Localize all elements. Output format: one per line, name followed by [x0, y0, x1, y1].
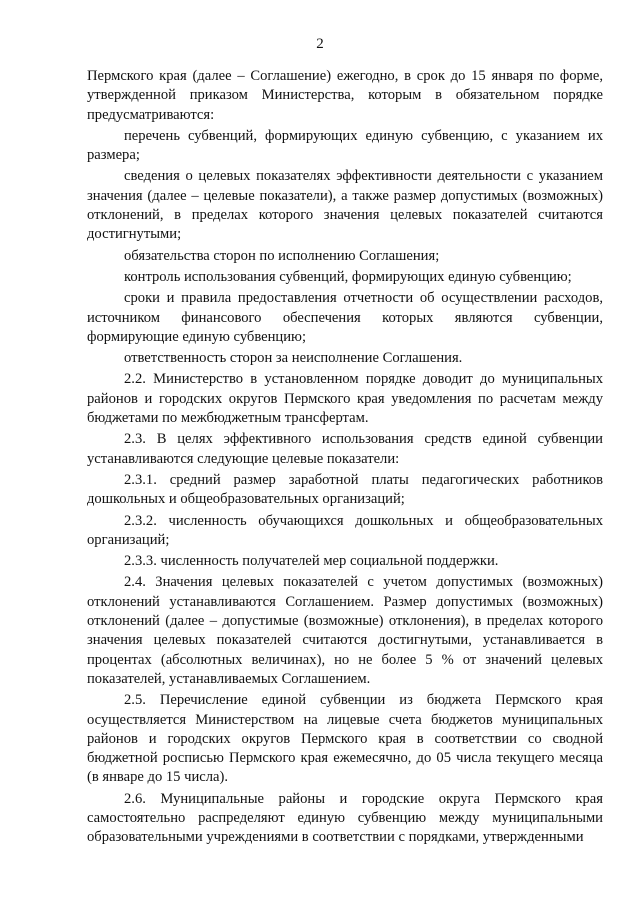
clause-2-2: 2.2. Министерство в установленном порядке доводит до муниципальных районов и городских округов Пермского края уведомления по расчетам между бюджетами по межбюджетным трансфертам. [87, 371, 603, 427]
document-body [87, 67, 603, 850]
paragraph-list-item: сроки и правила предоставления отчетности об осуществлении расходов, источником финансового обеспечения которых являются субвенции, формирующие единую субвенцию; [87, 290, 603, 345]
paragraph-list-item: ответственность сторон за неисполнение Соглашения. [124, 350, 463, 367]
clause-2-3-3: 2.3.3. численность получателей мер социальной поддержки. [124, 553, 499, 570]
paragraph-list-item: перечень субвенций, формирующих единую субвенцию, с указанием их размера; [87, 127, 603, 164]
paragraph-list-item: сведения о целевых показателях эффективности деятельности с указанием значения (далее – целевые показатели), а также размер допустимых (возможных) отклонений, в пределах которого значения целевых показателей считаются достигнутыми; [87, 168, 603, 243]
clause-2-3: 2.3. В целях эффективного использования средств единой субвенции устанавливаются следующие целевые показатели: [87, 431, 603, 467]
clause-2-6: 2.6. Муниципальные районы и городские округа Пермского края самостоятельно распределяют единую субвенцию между муниципальными образовательными учреждениями в соответствии с порядками, утвержденными [87, 790, 603, 846]
clause-2-4: 2.4. Значения целевых показателей с учетом допустимых (возможных) отклонений устанавливаются Соглашением. Размер допустимых (возможных) отклонений (далее – допустимые (возможные) отклонения), в пределах которого значения целевых показателей считаются достигнутыми, устанавливается в процентах (абсолютных величинах), но не более 5 % от значений целевых показателей, устанавливаемых Соглашением. [87, 574, 603, 687]
page-number: 2 [316, 36, 324, 52]
paragraph-continuation: Пермского края (далее – Соглашение) ежегодно, в срок до 15 января по форме, утвержденной приказом Министерства, которым в обязательном порядке предусматриваются: [87, 68, 603, 123]
paragraph-list-item: контроль использования субвенций, формирующих единую субвенцию; [124, 268, 572, 285]
clause-2-3-1: 2.3.1. средний размер заработной платы педагогических работников дошкольных и общеобразовательных организаций; [87, 471, 603, 508]
paragraph-list-item: обязательства сторон по исполнению Соглашения; [124, 247, 440, 264]
clause-2-3-2: 2.3.2. численность обучающихся дошкольных и общеобразовательных организаций; [87, 512, 603, 548]
clause-2-5: 2.5. Перечисление единой субвенции из бюджета Пермского края осуществляется Министерством на лицевые счета бюджетов муниципальных районов и городских округов Пермского края в соответствии со сводной бюджетной росписью Пермского края ежемесячно, до 05 числа текущего месяца (в январе до 15 числа). [87, 692, 603, 786]
